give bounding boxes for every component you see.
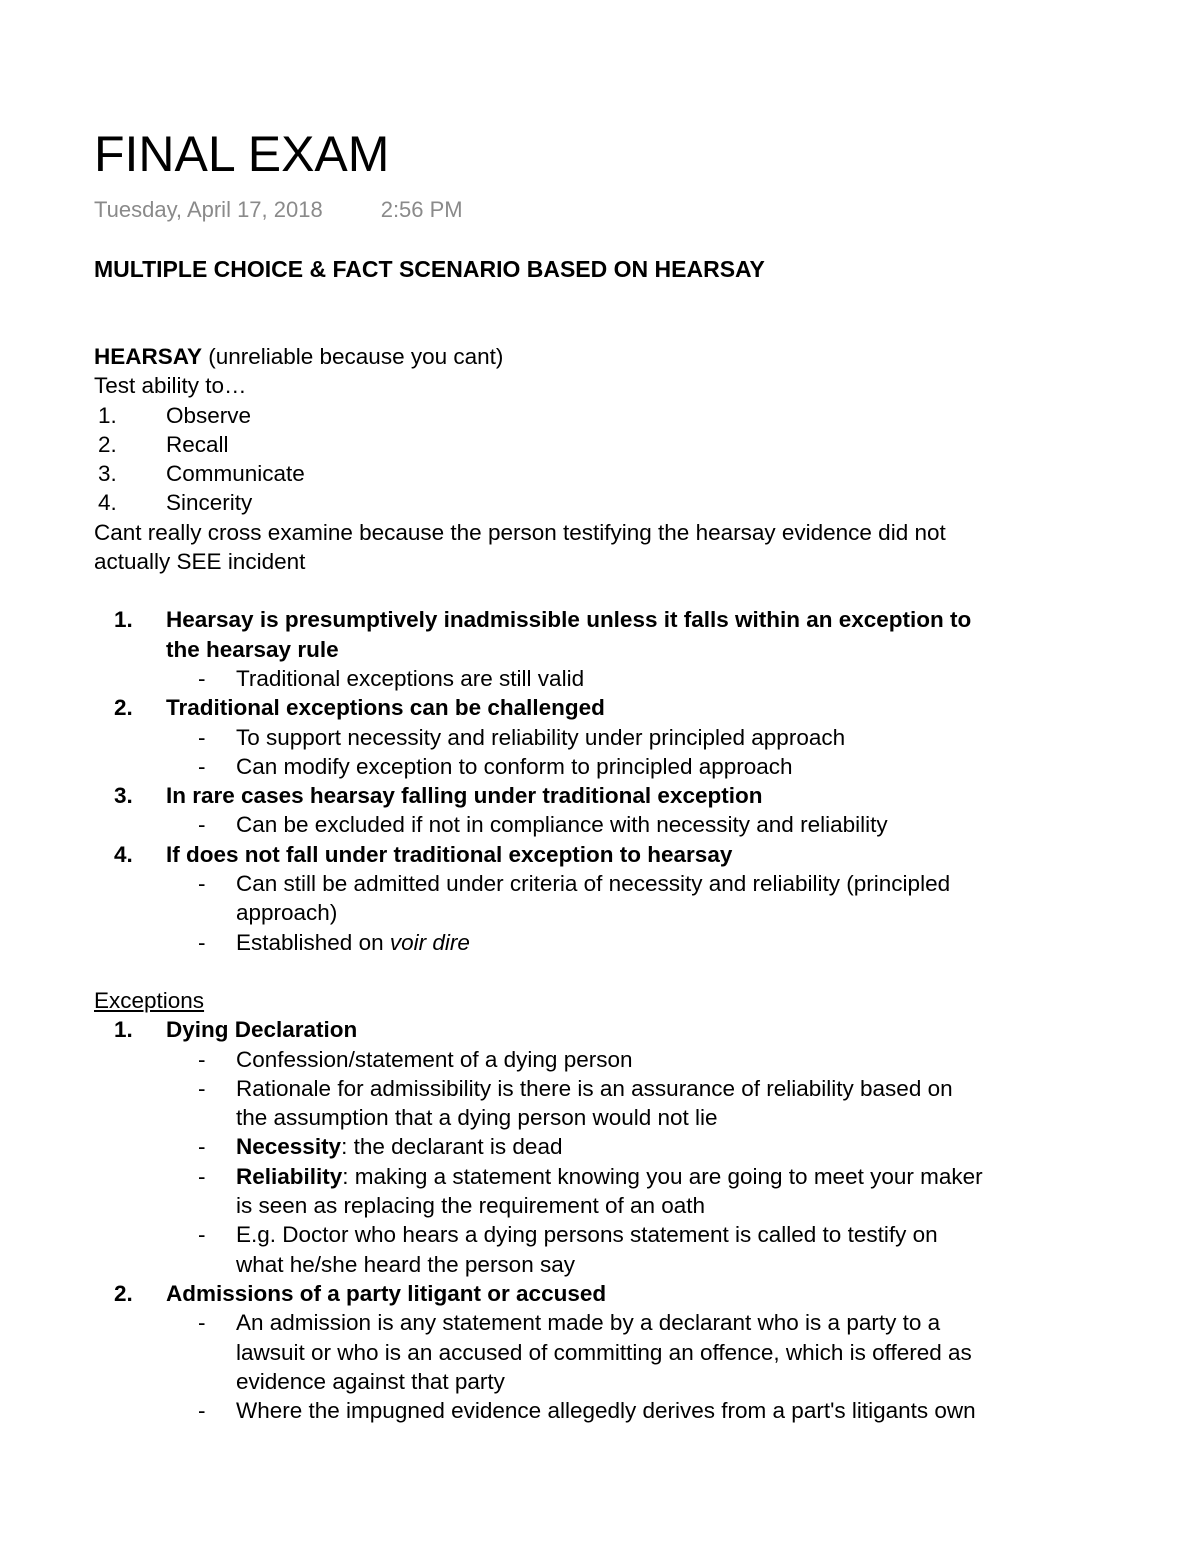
- list-item-text: [166, 430, 1134, 459]
- bullet-item: [94, 752, 1134, 781]
- text-line: [236, 1162, 1134, 1191]
- abilities-list: [94, 401, 1134, 518]
- list-number: 4.: [114, 841, 133, 867]
- bullet-item: [94, 664, 1134, 693]
- list-number: 3.: [98, 461, 117, 487]
- list-number: 1.: [98, 402, 117, 428]
- bullet-label: Reliability: [236, 1163, 343, 1189]
- bullet-dash: -: [198, 724, 206, 750]
- bullet-text: [236, 1220, 1134, 1279]
- text-line: [236, 1103, 1134, 1132]
- text-line: Communicate: [166, 461, 305, 487]
- bullet-text: [236, 664, 1134, 693]
- text-line: [236, 1396, 1134, 1425]
- bullet-line-text: Established on: [236, 929, 390, 955]
- bullet-line-text: what he/she heard the person say: [236, 1251, 575, 1277]
- text-line: Hearsay is presumptively inadmissible unless it falls within an exception to: [166, 607, 972, 633]
- list-number: 2.: [114, 1280, 133, 1306]
- bullet-dash: -: [198, 871, 206, 897]
- text-line: Traditional exceptions can be challenged: [166, 695, 605, 721]
- principle-item: [94, 781, 1134, 810]
- bullet-text: [236, 869, 1134, 928]
- bullet-line-text: Can still be admitted under criteria of necessity and reliability (principled: [236, 871, 951, 897]
- bullet-dash: -: [198, 665, 206, 691]
- bullet-line-text: Where the impugned evidence allegedly derives from a part's litigants own: [236, 1398, 976, 1424]
- list-number: 4.: [98, 490, 117, 516]
- bullet-item: [94, 723, 1134, 752]
- bullet-line-text: approach): [236, 900, 338, 926]
- bullet-dash: -: [198, 1046, 206, 1072]
- text-line: [236, 1074, 1134, 1103]
- text-line: [236, 810, 1134, 839]
- bullet-item: [94, 928, 1134, 957]
- list-number: 1.: [114, 607, 133, 633]
- text-line: [236, 1220, 1134, 1249]
- principle-item: [94, 605, 1134, 664]
- bullet-italic: voir dire: [389, 929, 470, 955]
- bullet-item: [94, 1396, 1134, 1425]
- bullet-item: [94, 1045, 1134, 1074]
- exceptions-list: [94, 1015, 1134, 1425]
- bullet-item: [94, 869, 1134, 928]
- hearsay-heading-line: [94, 342, 1134, 371]
- ability-item: [94, 401, 1134, 430]
- text-line: If does not fall under traditional exception to hearsay: [166, 841, 733, 867]
- text-line: Dying Declaration: [166, 1017, 358, 1043]
- principle-item: [94, 693, 1134, 722]
- bullet-item: [94, 1308, 1134, 1396]
- text-line: [236, 898, 1134, 927]
- text-line: Sincerity: [166, 490, 253, 516]
- bullet-text: [236, 1045, 1134, 1074]
- bullet-dash: -: [198, 1134, 206, 1160]
- bullet-item: [94, 1220, 1134, 1279]
- text-line: [236, 1191, 1134, 1220]
- bullet-line-text: is seen as replacing the requirement of an oath: [236, 1193, 706, 1219]
- ability-item: [94, 430, 1134, 459]
- bullet-line-text: evidence against that party: [236, 1368, 505, 1394]
- bullet-line-text: lawsuit or who is an accused of committing an offence, which is offered as: [236, 1339, 972, 1365]
- text-line: [236, 928, 1134, 957]
- list-item-text: [166, 781, 1134, 810]
- ability-item: [94, 488, 1134, 517]
- exception-item: [94, 1279, 1134, 1308]
- text-line: [236, 752, 1134, 781]
- list-number: 2.: [98, 431, 117, 457]
- list-item-text: [166, 1279, 1134, 1308]
- bullet-dash: -: [198, 1310, 206, 1336]
- bullet-text: [236, 1074, 1134, 1133]
- test-intro: Test ability to…: [94, 373, 247, 399]
- bullet-label: Necessity: [236, 1134, 342, 1160]
- ability-item: [94, 459, 1134, 488]
- text-line: [236, 1250, 1134, 1279]
- hearsay-heading: HEARSAY: [94, 344, 202, 369]
- page-meta: [94, 196, 463, 224]
- bullet-item: [94, 1162, 1134, 1221]
- bullet-dash: -: [198, 1222, 206, 1248]
- cross-exam-line-1: Cant really cross examine because the person testifying the hearsay evidence did not: [94, 519, 946, 545]
- bullet-dash: -: [198, 1163, 206, 1189]
- list-number: 3.: [114, 783, 133, 809]
- text-line: In rare cases hearsay falling under traditional exception: [166, 783, 763, 809]
- list-number: 2.: [114, 695, 133, 721]
- bullet-dash: -: [198, 1075, 206, 1101]
- notes-body: [94, 342, 1134, 1425]
- list-item-text: [166, 459, 1134, 488]
- text-line: [236, 664, 1134, 693]
- meta-date: Tuesday, April 17, 2018: [94, 197, 323, 222]
- bullet-dash: -: [198, 1398, 206, 1424]
- list-item-text: [166, 693, 1134, 722]
- text-line: [236, 1045, 1134, 1074]
- exception-item: [94, 1015, 1134, 1044]
- bullet-dash: -: [198, 753, 206, 779]
- bullet-line-text: : the declarant is dead: [341, 1134, 563, 1160]
- bullet-line-text: Can modify exception to conform to principled approach: [236, 753, 793, 779]
- text-line: Observe: [166, 402, 252, 428]
- bullet-line-text: E.g. Doctor who hears a dying persons statement is called to testify on: [236, 1222, 938, 1248]
- bullet-text: [236, 723, 1134, 752]
- list-item-text: [166, 401, 1134, 430]
- bullet-dash: -: [198, 812, 206, 838]
- bullet-line-text: Can be excluded if not in compliance with necessity and reliability: [236, 812, 888, 838]
- text-line: Recall: [166, 431, 229, 457]
- bullet-text: [236, 1396, 1134, 1425]
- bullet-item: [94, 810, 1134, 839]
- bullet-line-text: To support necessity and reliability under principled approach: [236, 724, 846, 750]
- page-subtitle: MULTIPLE CHOICE & FACT SCENARIO BASED ON HEARSAY: [94, 256, 765, 282]
- bullet-line-text: the assumption that a dying person would not lie: [236, 1105, 718, 1131]
- list-item-text: [166, 840, 1134, 869]
- text-line: [236, 1338, 1134, 1367]
- meta-time: 2:56 PM: [380, 197, 463, 222]
- text-line: Admissions of a party litigant or accused: [166, 1280, 607, 1306]
- text-line: the hearsay rule: [166, 636, 339, 662]
- list-number: 1.: [114, 1017, 133, 1043]
- list-item-text: [166, 605, 1134, 664]
- bullet-item: [94, 1132, 1134, 1161]
- text-line: [236, 723, 1134, 752]
- principles-list: [94, 605, 1134, 957]
- bullet-text: [236, 810, 1134, 839]
- hearsay-heading-note: (unreliable because you cant): [201, 344, 504, 369]
- bullet-dash: -: [198, 929, 206, 955]
- text-line: [236, 1132, 1134, 1161]
- bullet-text: [236, 928, 1134, 957]
- text-line: [236, 1367, 1134, 1396]
- bullet-line-text: Traditional exceptions are still valid: [236, 665, 585, 691]
- text-line: [236, 1308, 1134, 1337]
- principle-item: [94, 840, 1134, 869]
- text-line: [236, 869, 1134, 898]
- bullet-item: [94, 1074, 1134, 1133]
- list-item-text: [166, 488, 1134, 517]
- cross-exam-line-2: actually SEE incident: [94, 549, 306, 575]
- bullet-text: [236, 1308, 1134, 1396]
- list-item-text: [166, 1015, 1134, 1044]
- bullet-line-text: Rationale for admissibility is there is an assurance of reliability based on: [236, 1075, 953, 1101]
- bullet-text: [236, 1132, 1134, 1161]
- exceptions-heading: Exceptions: [94, 987, 205, 1013]
- bullet-line-text: : making a statement knowing you are going to meet your maker: [342, 1163, 983, 1189]
- bullet-line-text: Confession/statement of a dying person: [236, 1046, 633, 1072]
- page-title: FINAL EXAM: [94, 126, 390, 182]
- bullet-text: [236, 1162, 1134, 1221]
- bullet-line-text: An admission is any statement made by a declarant who is a party to a: [236, 1310, 941, 1336]
- bullet-text: [236, 752, 1134, 781]
